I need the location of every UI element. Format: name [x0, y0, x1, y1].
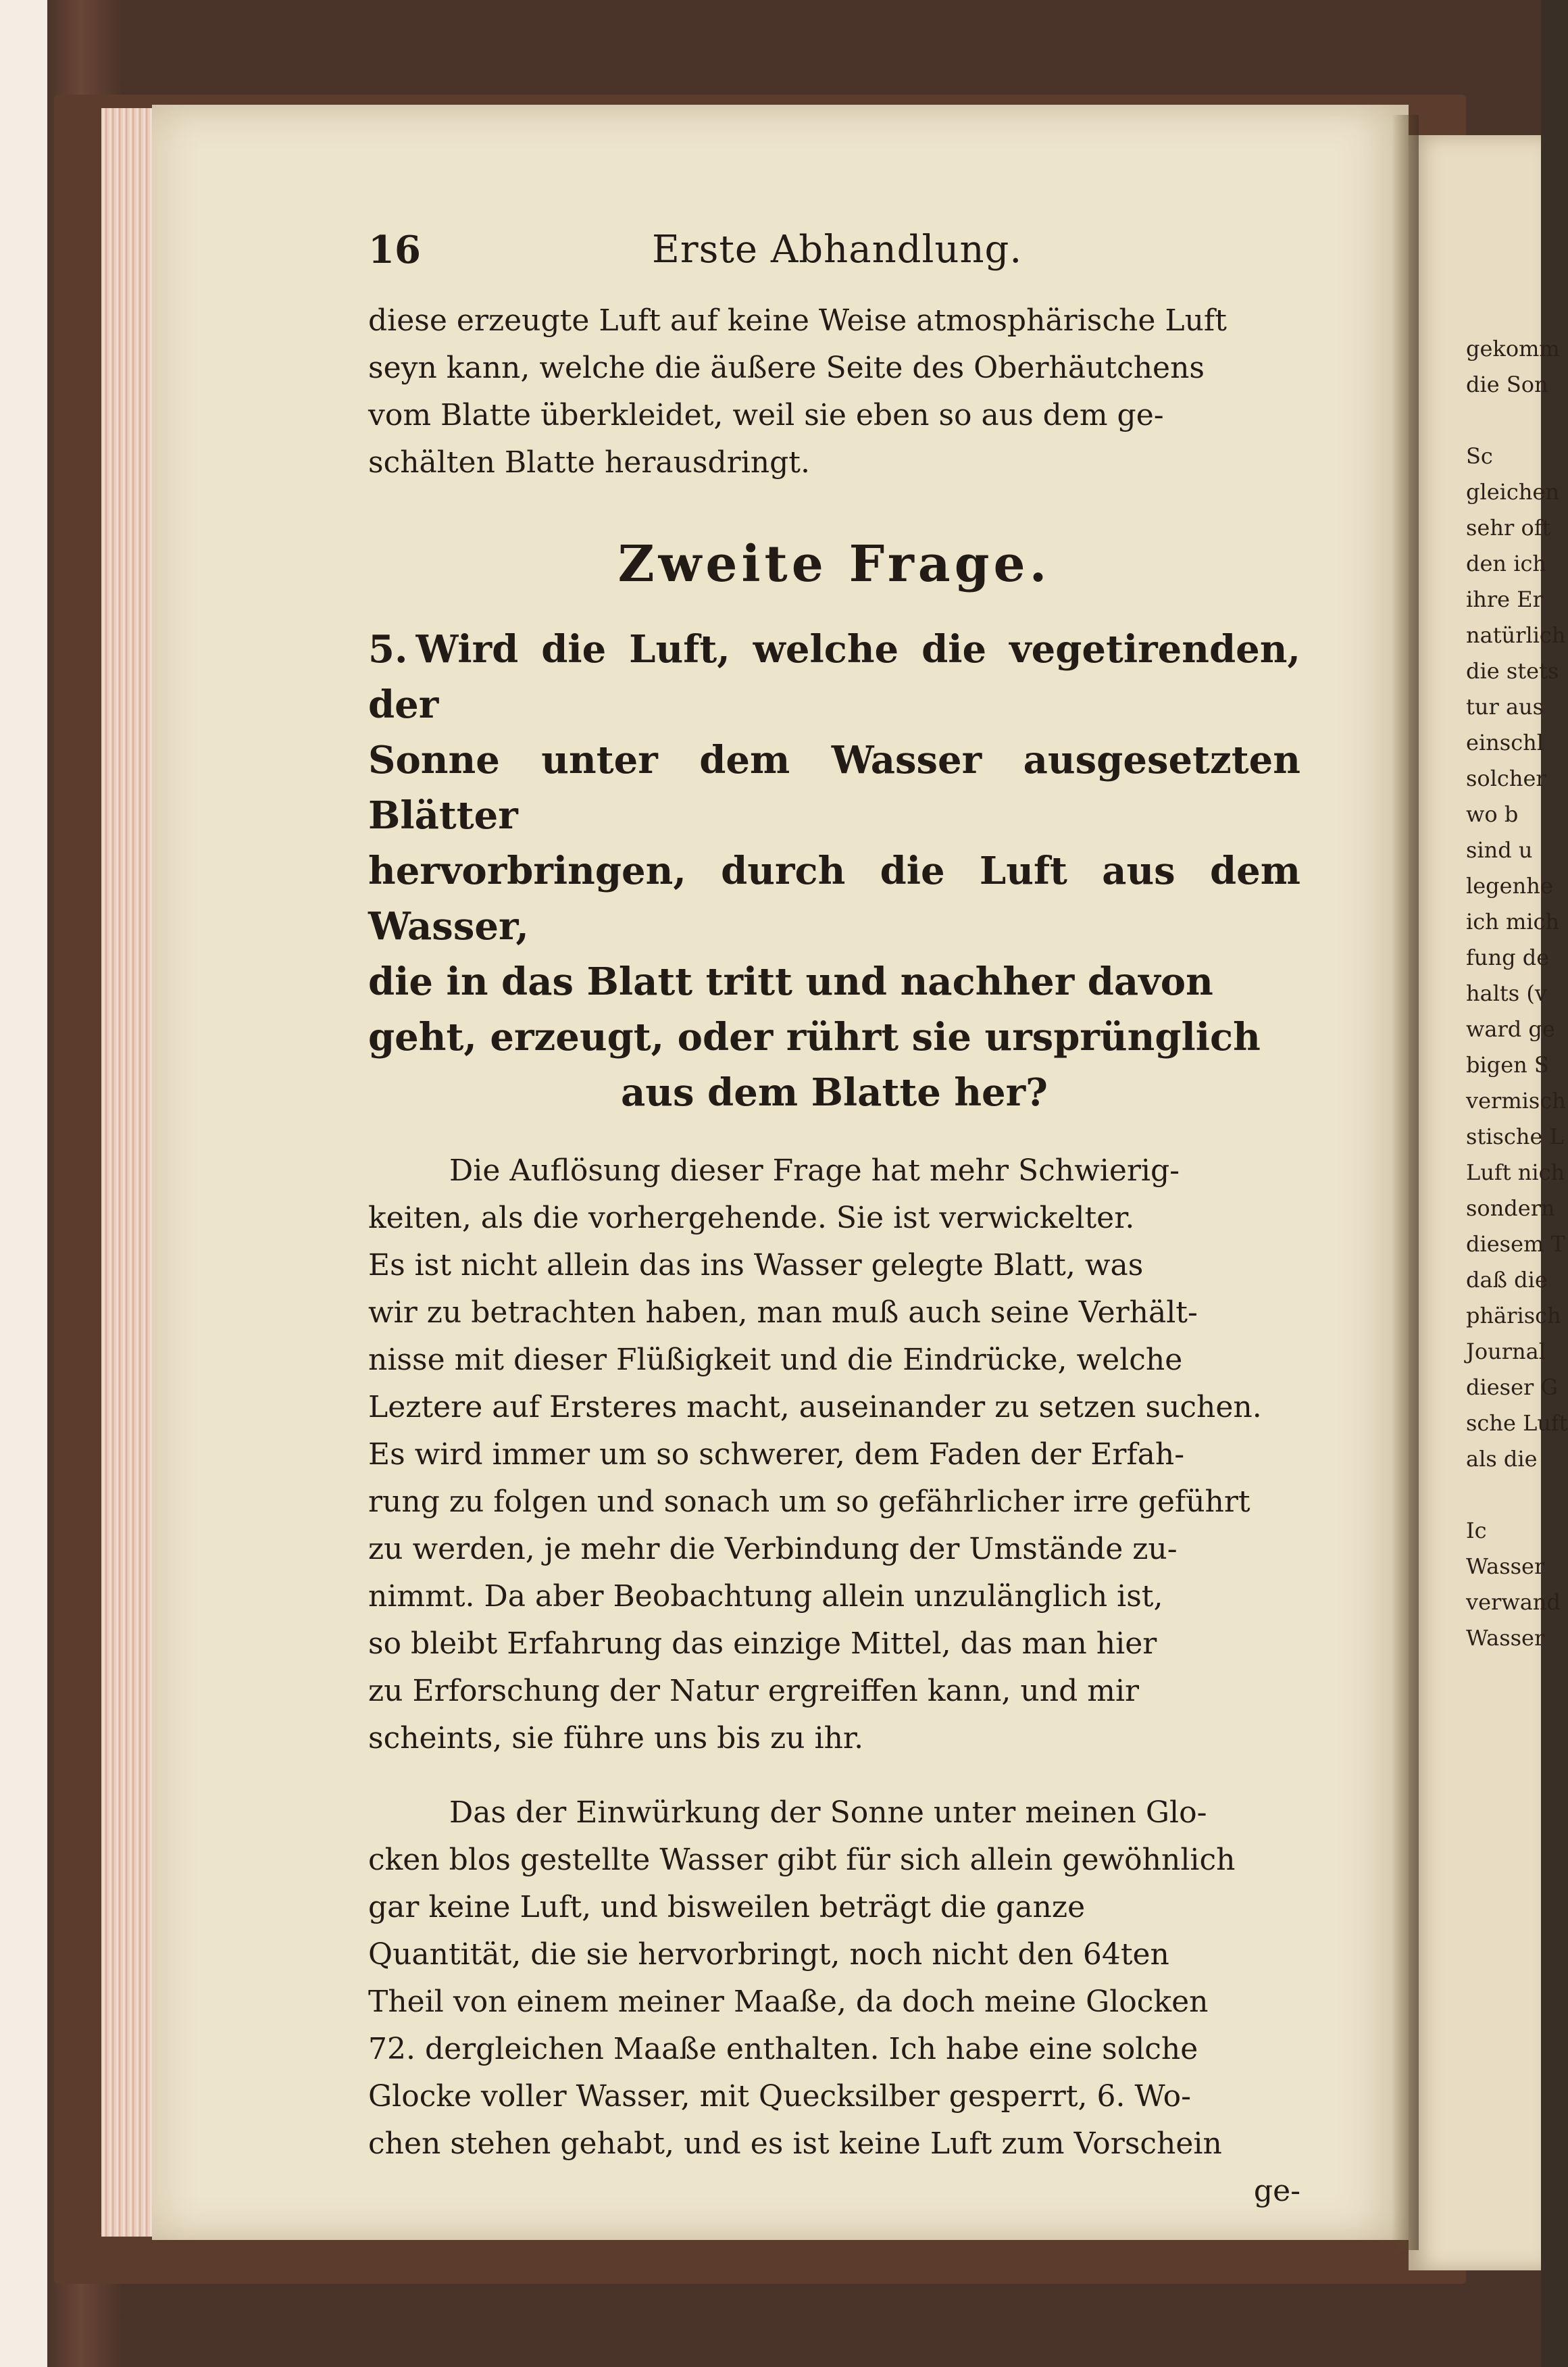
question-line: geht, erzeugt, oder rührt sie ursprünglich: [368, 1015, 1261, 1060]
question-block: [368, 622, 1300, 1120]
catchword: ge-: [1253, 2174, 1300, 2208]
page-content: [368, 223, 1300, 2215]
facing-line: die Son: [1466, 372, 1548, 397]
facing-line: gekomm: [1466, 336, 1560, 362]
text-line: seyn kann, welche die äußere Seite des Oberhäutchens: [368, 351, 1205, 385]
facing-page-text: [1466, 331, 1568, 1656]
text-line: rung zu folgen und sonach um so gefährlicher irre geführt: [368, 1485, 1250, 1519]
text-line: nisse mit dieser Flüßigkeit und die Eindrücke, welche: [368, 1343, 1183, 1377]
facing-line: den ich: [1466, 551, 1546, 576]
text-line: Leztere auf Ersteres macht, auseinander zu setzen suchen.: [368, 1390, 1262, 1424]
facing-line: dieser G: [1466, 1374, 1559, 1400]
facing-line: natürlich: [1466, 622, 1566, 648]
question-text: Wird die Luft, welche die vegetirenden, der: [368, 627, 1300, 727]
text-line: Es wird immer um so schwerer, dem Faden der Erfah-: [368, 1437, 1185, 1472]
paragraph-2: [368, 1789, 1300, 2168]
text-line: cken blos gestellte Wasser gibt für sich allein gewöhnlich: [368, 1843, 1236, 1877]
text-line: nimmt. Da aber Beobachtung allein unzulänglich ist,: [368, 1579, 1163, 1614]
page-number: 16: [368, 228, 421, 272]
question-line: Sonne unter dem Wasser ausgesetzten Blätter: [368, 738, 1300, 838]
facing-line: die stets: [1466, 658, 1559, 684]
text-line: Das der Einwürkung der Sonne unter meinen Glo-: [449, 1795, 1207, 1830]
facing-line: einschl: [1466, 730, 1544, 755]
text-line: diese erzeugte Luft auf keine Weise atmosphärische Luft: [368, 303, 1227, 338]
facing-line: Wasser: [1466, 1625, 1545, 1651]
facing-line: phärisch: [1466, 1303, 1561, 1328]
facing-line: ich mich: [1466, 909, 1560, 935]
intro-paragraph: [368, 297, 1300, 487]
text-line: vom Blatte überkleidet, weil sie eben so aus dem ge-: [368, 398, 1164, 432]
text-line: keiten, als die vorhergehende. Sie ist verwickelter.: [368, 1201, 1135, 1235]
facing-line: tur aus: [1466, 694, 1544, 720]
text-line: zu Erforschung der Natur ergreiffen kann, und mir: [368, 1674, 1140, 1708]
facing-line: sind u: [1466, 837, 1533, 863]
facing-line: halts (v: [1466, 980, 1547, 1006]
facing-line: ihre Er: [1466, 587, 1543, 612]
page-header: [368, 223, 1300, 277]
facing-line: vermisch: [1466, 1088, 1566, 1114]
facing-line: Journal: [1466, 1339, 1546, 1364]
question-line: [368, 622, 1300, 732]
text-line: chen stehen gehabt, und es ist keine Luft zum Vorschein: [368, 2126, 1222, 2161]
page-edges: [101, 108, 155, 2237]
text-line: scheints, sie führe uns bis zu ihr.: [368, 1721, 864, 1755]
facing-line: solcher: [1466, 766, 1546, 791]
facing-line: daß die: [1466, 1267, 1548, 1293]
text-line: so bleibt Erfahrung das einzige Mittel, das man hier: [368, 1626, 1157, 1661]
question-line: die in das Blatt tritt und nachher davon: [368, 960, 1213, 1004]
question-number: 5.: [368, 627, 408, 672]
facing-line: stische L: [1466, 1124, 1564, 1149]
facing-line: ward ge: [1466, 1016, 1555, 1042]
facing-line: Luft nich: [1466, 1160, 1565, 1185]
facing-line: verwand: [1466, 1589, 1561, 1615]
facing-line: Sc: [1466, 443, 1493, 469]
facing-line: bigen S: [1466, 1052, 1549, 1078]
facing-line: sehr oft: [1466, 515, 1551, 541]
gutter-shadow: [1392, 115, 1419, 2250]
text-line: gar keine Luft, und bisweilen beträgt die ganze: [368, 1890, 1086, 1924]
facing-line: sche Luft: [1466, 1410, 1568, 1436]
facing-line: gleichen: [1466, 479, 1559, 505]
text-line: Quantität, die sie hervorbringt, noch nicht den 64ten: [368, 1937, 1169, 1972]
facing-line: diesem T: [1466, 1231, 1565, 1257]
question-line: aus dem Blatte her?: [621, 1070, 1048, 1115]
facing-line: [1466, 1477, 1541, 1513]
text-line: schälten Blatte herausdringt.: [368, 445, 810, 480]
running-head: Erste Abhandlung.: [652, 228, 1023, 272]
facing-line: Ic: [1466, 1518, 1487, 1543]
facing-line: als die: [1466, 1446, 1538, 1472]
paragraph-1: [368, 1147, 1300, 1762]
text-line: zu werden, je mehr die Verbindung der Umstände zu-: [368, 1532, 1178, 1566]
facing-line: wo b: [1466, 801, 1519, 827]
section-heading: Zweite Frage.: [617, 535, 1051, 593]
question-line: hervorbringen, durch die Luft aus dem Wasser,: [368, 849, 1300, 949]
facing-line: legenhe: [1466, 873, 1553, 899]
text-line: Theil von einem meiner Maaße, da doch meine Glocken: [368, 1985, 1209, 2019]
facing-line: fung de: [1466, 945, 1550, 970]
text-line: 72. dergleichen Maaße enthalten. Ich habe eine solche: [368, 2032, 1198, 2066]
facing-line: Wasser: [1466, 1553, 1545, 1579]
facing-line: [1466, 403, 1541, 439]
text-line: wir zu betrachten haben, man muß auch seine Verhält-: [368, 1295, 1198, 1330]
text-line: Die Auflösung dieser Frage hat mehr Schwierig-: [449, 1153, 1180, 1188]
text-line: Glocke voller Wasser, mit Quecksilber gesperrt, 6. Wo-: [368, 2079, 1192, 2114]
facing-line: sondern: [1466, 1195, 1555, 1221]
text-line: Es ist nicht allein das ins Wasser gelegte Blatt, was: [368, 1248, 1144, 1282]
